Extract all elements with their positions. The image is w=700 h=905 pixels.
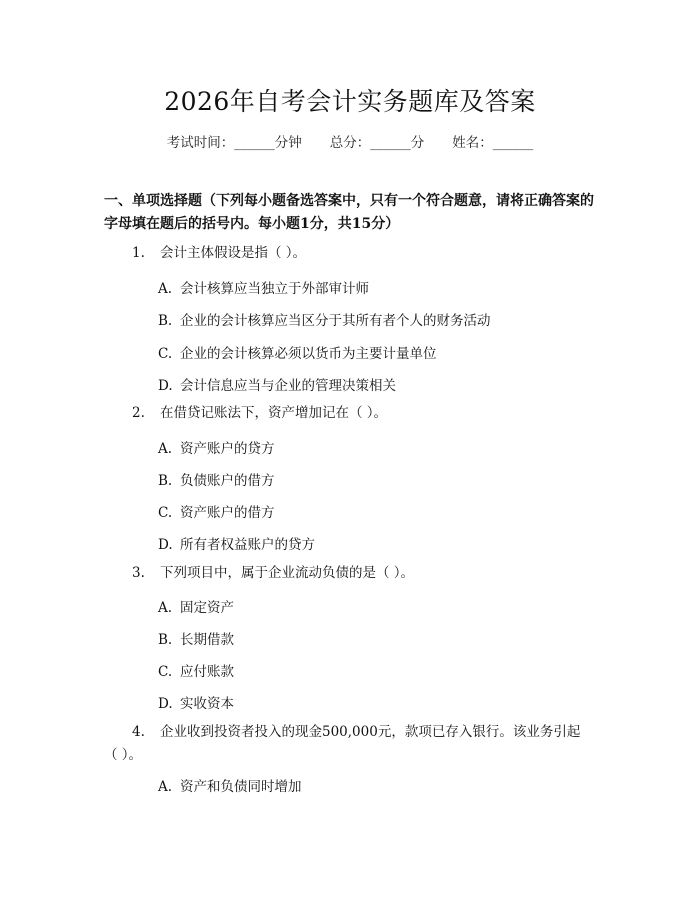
question-stem-line-2: （ ）。 xyxy=(104,747,143,763)
option-text: 所有者权益账户的贷方 xyxy=(180,537,315,553)
question-stem: 下列项目中，属于企业流动负债的是（ ）。 xyxy=(160,565,415,581)
question-4-option-a: A. 资产和负债同时增加 xyxy=(158,779,302,795)
page-title: 2026年自考会计实务题库及答案 xyxy=(164,87,536,116)
question-2-option-b: B. 负债账户的借方 xyxy=(158,473,275,489)
question-number: 4. xyxy=(132,724,145,740)
question-4 xyxy=(104,720,604,744)
question-2-option-d: D. 所有者权益账户的贷方 xyxy=(158,537,315,553)
question-stem: 会计主体假设是指（ ）。 xyxy=(160,245,307,261)
option-text: 会计核算应当独立于外部审计师 xyxy=(180,281,369,297)
option-text: 负债账户的借方 xyxy=(180,473,275,489)
question-1-option-b: B. 企业的会计核算应当区分于其所有者个人的财务活动 xyxy=(158,313,491,329)
question-3-option-c: C. 应付账款 xyxy=(158,664,234,680)
option-text: 实收资本 xyxy=(180,696,234,712)
option-text: 会计信息应当与企业的管理决策相关 xyxy=(180,378,396,394)
option-text: 资产和负债同时增加 xyxy=(180,779,302,795)
question-1-option-c: C. 企业的会计核算必须以货币为主要计量单位 xyxy=(158,346,437,362)
option-text: 企业的会计核算应当区分于其所有者个人的财务活动 xyxy=(180,313,491,329)
exam-time-field: 考试时间：______分钟 xyxy=(166,135,302,151)
question-3 xyxy=(104,561,604,585)
question-stem: 在借贷记账法下，资产增加记在（ ）。 xyxy=(160,405,388,421)
question-2 xyxy=(104,401,604,425)
option-text: 资产账户的借方 xyxy=(180,505,275,521)
section-heading: 一、单项选择题（下列每小题备选答案中，只有一个符合题意，请将正确答案的字母填在题后的括号内。每小题1分，共15分） xyxy=(104,193,594,232)
option-text: 企业的会计核算必须以货币为主要计量单位 xyxy=(180,346,437,362)
option-text: 长期借款 xyxy=(180,632,234,648)
question-1-option-a: A. 会计核算应当独立于外部审计师 xyxy=(158,281,369,297)
question-3-option-a: A. 固定资产 xyxy=(158,600,234,616)
question-2-option-a: A. 资产账户的贷方 xyxy=(158,441,275,457)
question-2-option-c: C. 资产账户的借方 xyxy=(158,505,275,521)
exam-meta xyxy=(0,131,700,151)
total-score-field: 总分：______分 xyxy=(329,135,425,151)
question-number: 2. xyxy=(132,405,145,421)
question-3-option-b: B. 长期借款 xyxy=(158,632,234,648)
option-text: 应付账款 xyxy=(180,664,234,680)
question-1 xyxy=(104,241,604,265)
question-number: 1. xyxy=(132,245,145,261)
question-number: 3. xyxy=(132,565,145,581)
question-stem-line-1: 企业收到投资者投入的现金500,000元，款项已存入银行。该业务引起 xyxy=(160,724,581,740)
question-4-continuation xyxy=(104,743,604,767)
name-field: 姓名：______ xyxy=(452,135,534,151)
option-text: 资产账户的贷方 xyxy=(180,441,275,457)
question-1-option-d: D. 会计信息应当与企业的管理决策相关 xyxy=(158,378,396,394)
question-3-option-d: D. 实收资本 xyxy=(158,696,234,712)
option-text: 固定资产 xyxy=(180,600,234,616)
